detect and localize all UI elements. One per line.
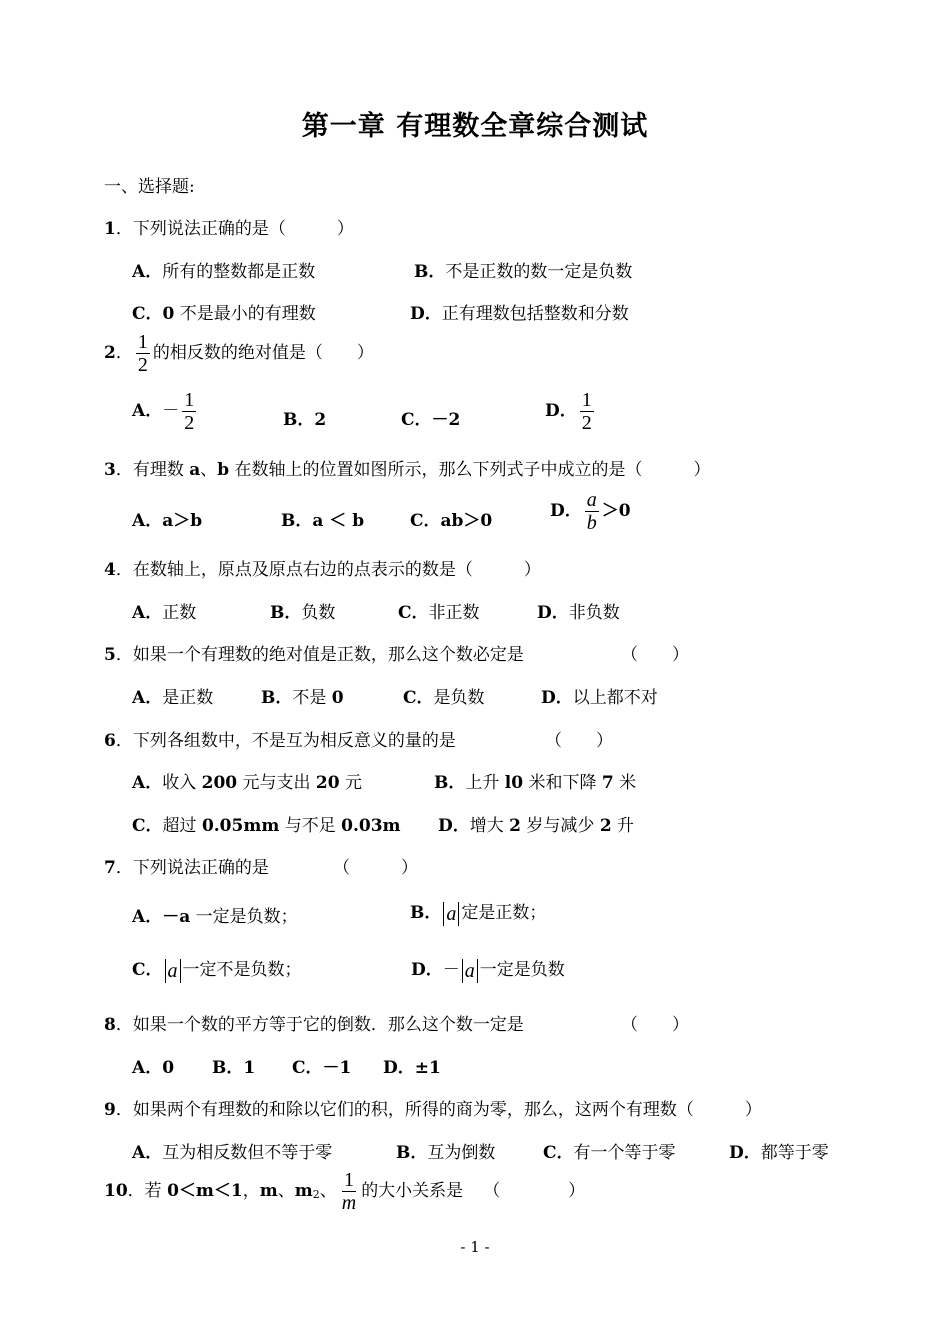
q1-option-b: B．不是正数的数一定是负数 <box>414 262 633 282</box>
q3-option-d: D． $\frac{a}{b}$ ＞0 <box>550 489 631 534</box>
q6-option-a: A．收入 200 元与支出 20 元 <box>132 773 362 793</box>
q5-answer-paren: （ ） <box>621 645 689 665</box>
q4-option-c: C．非正数 <box>398 603 480 623</box>
q4-option-d: D．非负数 <box>537 603 620 623</box>
question-4 <box>104 555 541 580</box>
question-number: 3 <box>104 460 116 480</box>
q7-option-c: C． a 一定不是负数； <box>132 959 302 982</box>
question-stem: 的相反数的绝对值是（ ） <box>152 343 374 363</box>
question-stem: ．如果两个有理数的和除以它们的积，所得的商为零，那么，这两个有理数（ ） <box>115 1100 762 1120</box>
question-5 <box>104 640 524 665</box>
q7-option-d: D．－ a 一定是负数 <box>411 959 565 982</box>
fraction: $\frac{1}{2}$ <box>137 331 148 376</box>
q3-option-c: C．ab＞0 <box>410 511 493 531</box>
question-stem: ．下列说法正确的是 <box>115 858 269 878</box>
q5-option-d: D．以上都不对 <box>541 688 658 708</box>
section-heading: 一、选择题: <box>104 177 195 197</box>
q8-option-a: A．0 <box>132 1058 175 1078</box>
q3-option-b: B．a ＜ b <box>281 511 365 531</box>
q2-option-a: A．－ $\frac{1}{2}$ <box>132 389 195 434</box>
question-9 <box>104 1095 762 1120</box>
q6-option-d: D．增大 2 岁与减少 2 升 <box>438 816 635 836</box>
question-stem: ．如果一个数的平方等于它的倒数．那么这个数一定是 <box>115 1015 524 1035</box>
page-title: 第一章 有理数全章综合测试 <box>301 111 649 142</box>
question-7 <box>104 853 269 878</box>
question-stem: ．如果一个有理数的绝对值是正数，那么这个数必定是 <box>115 645 524 665</box>
q9-option-a: A．互为相反数但不等于零 <box>132 1143 333 1163</box>
question-number: 8 <box>104 1015 116 1035</box>
q4-option-b: B．负数 <box>270 603 336 623</box>
question-10: 10．若 0＜m＜1，m、m2、 $\frac{1}{m}$ 的大小关系是 （ ） <box>104 1169 586 1214</box>
fraction: $\frac{1}{2}$ <box>581 389 592 434</box>
question-stem: ．下列各组数中，不是互为相反意义的量的是 <box>115 731 456 751</box>
fraction: $\frac{1}{m}$ <box>341 1169 357 1214</box>
question-number: 2 <box>104 343 116 363</box>
q2-option-b: B．2 <box>283 410 327 430</box>
q8-option-c: C．－1 <box>292 1058 352 1078</box>
question-6 <box>104 726 456 751</box>
question-3: 3．有理数 a、b 在数轴上的位置如图所示，那么下列式子中成立的是（ ） <box>104 460 711 480</box>
q5-option-c: C．是负数 <box>403 688 485 708</box>
q4-option-a: A．正数 <box>132 603 197 623</box>
q6-option-c: C．超过 0.05mm 与不足 0.03m <box>132 816 401 836</box>
q1-option-c: C．0 不是最小的有理数 <box>132 304 316 324</box>
q8-answer-paren: （ ） <box>621 1015 689 1035</box>
q10-answer-paren: （ ） <box>483 1181 586 1201</box>
q6-option-b: B．上升 l0 米和下降 7 米 <box>434 773 637 793</box>
page-number: - 1 - <box>460 1238 490 1256</box>
q9-option-d: D．都等于零 <box>729 1143 829 1163</box>
question-1 <box>104 214 354 239</box>
q7-option-a: A．－a 一定是负数； <box>132 907 298 927</box>
question-number: 4 <box>104 560 116 580</box>
question-stem: ．在数轴上，原点及原点右边的点表示的数是（ ） <box>115 560 541 580</box>
q1-option-a: A．所有的整数都是正数 <box>132 262 316 282</box>
q6-answer-paren: （ ） <box>545 731 613 751</box>
question-2: 2． $\frac{1}{2}$ 的相反数的绝对值是（ ） <box>104 331 374 376</box>
question-number: 6 <box>104 731 116 751</box>
absolute-value: a <box>165 959 181 983</box>
q8-option-d: D．±1 <box>383 1058 441 1078</box>
absolute-value: a <box>462 959 478 983</box>
question-number: 1 <box>104 219 116 239</box>
fraction: $\frac{1}{2}$ <box>184 389 195 434</box>
q1-option-d: D．正有理数包括整数和分数 <box>410 304 629 324</box>
question-number: 9 <box>104 1100 116 1120</box>
q7-option-b: B． a 定是正数； <box>410 902 547 925</box>
question-number: 7 <box>104 858 116 878</box>
question-stem: ．下列说法正确的是（ ） <box>115 219 354 239</box>
q5-option-a: A．是正数 <box>132 688 214 708</box>
question-number: 10 <box>104 1181 128 1201</box>
q7-answer-paren: （ ） <box>333 858 418 878</box>
q5-option-b: B．不是 0 <box>261 688 344 708</box>
q2-option-c: C．－2 <box>401 410 461 430</box>
q9-option-c: C．有一个等于零 <box>543 1143 676 1163</box>
question-stem: 的大小关系是 <box>361 1181 464 1201</box>
question-8 <box>104 1010 524 1035</box>
question-number: 5 <box>104 645 116 665</box>
q2-option-d: D． $\frac{1}{2}$ <box>545 389 592 434</box>
q8-option-b: B．1 <box>212 1058 256 1078</box>
q9-option-b: B．互为倒数 <box>396 1143 496 1163</box>
fraction: $\frac{a}{b}$ <box>586 489 597 534</box>
q3-option-a: A．a＞b <box>132 511 203 531</box>
absolute-value: a <box>443 902 459 926</box>
